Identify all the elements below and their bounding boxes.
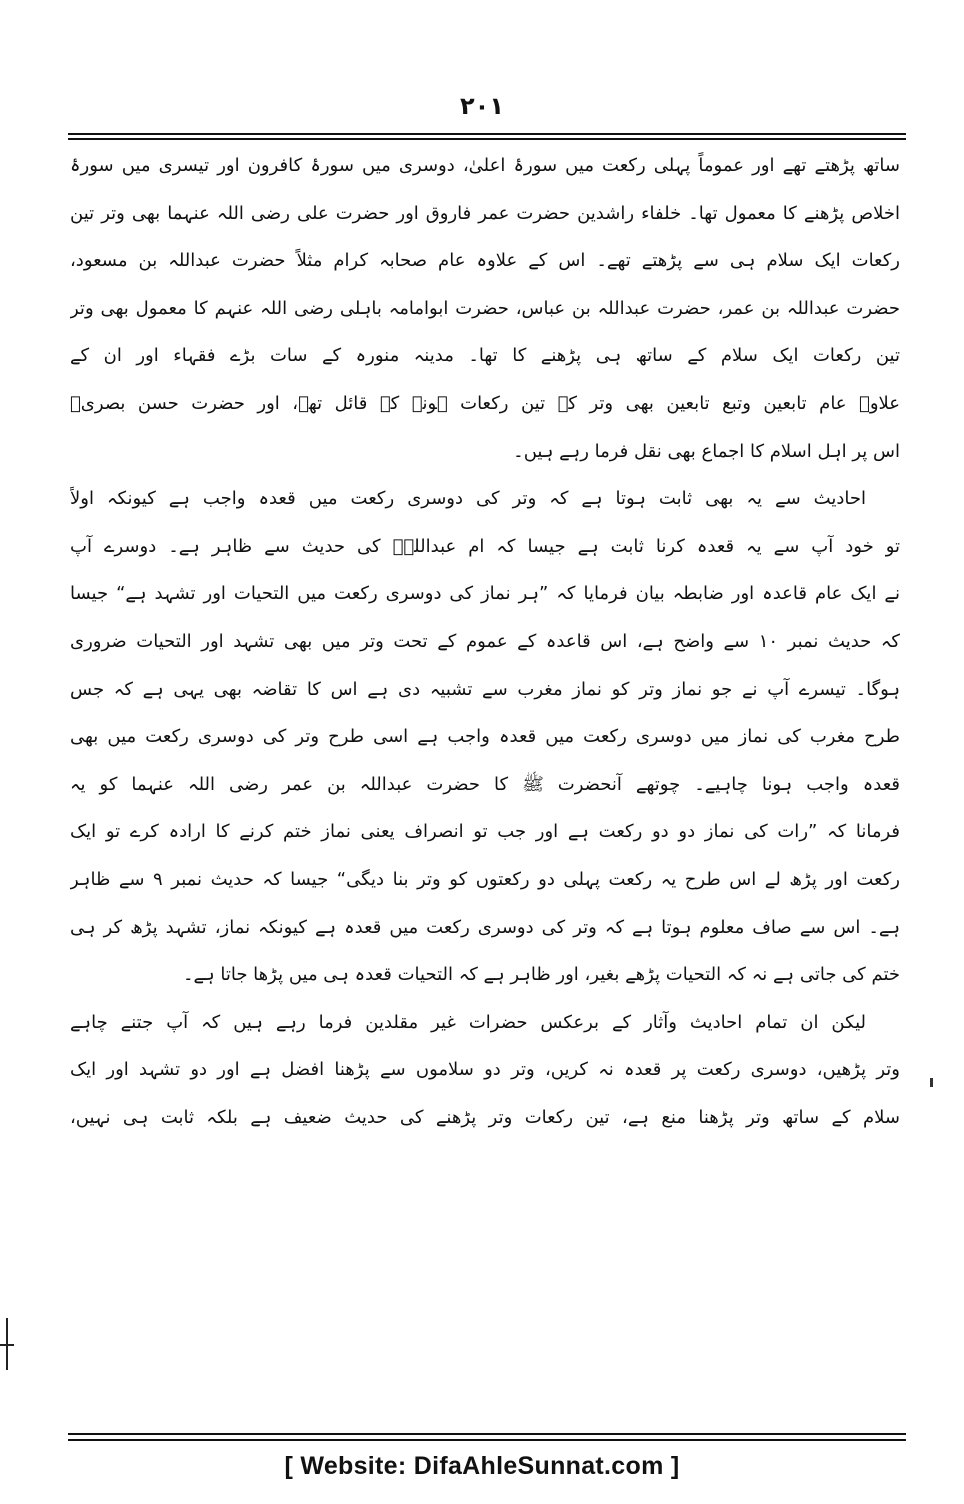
text-line: رکعت اور پڑھ لے اس طرح یہ رکعت پہلی دو رکعتوں کو وتر بنا دیگی“ جیسا کہ حدیث نمبر ۹ سے ظاہر [70,868,900,890]
paragraph-2 [70,475,900,999]
text-line: وتر پڑھیں، دوسری رکعت پر قعدہ نہ کریں، وتر دو سلاموں سے پڑھنا افضل ہے اور دو تشہد اور ایک [70,1059,900,1081]
text-line: کہ حدیث نمبر ۱۰ سے واضح ہے، اس قاعدہ کے عموم کے تحت وتر میں بھی تشہد اور التحیات ضروری [70,630,900,652]
header-rule-bottom [68,138,906,140]
scan-speck [930,1078,933,1087]
text-line: احادیث سے یہ بھی ثابت ہوتا ہے کہ وتر کی دوسری رکعت میں قعدہ واجب ہے کیونکہ اولاً [70,488,866,510]
text-line: ختم کی جاتی ہے نہ کہ التحیات پڑھے بغیر، اور ظاہر ہے کہ التحیات قعدہ ہی میں پڑھا جاتا ہے۔ [182,964,900,986]
text-line: طرح مغرب کی نماز میں دوسری رکعت میں قعدہ واجب ہے اسی طرح وتر کی دوسری رکعت میں بھی [70,726,900,748]
text-line: نے ایک عام قاعدہ اور ضابطہ بیان فرمایا کہ ”ہر نماز کی دوسری رکعت میں التحیات اور تشہد ہے“ جیسا [70,583,900,605]
text-line: علاوہ عام تابعین وتبع تابعین بھی وتر کے تین رکعات ہونے کے قائل تھے، اور حضرت حسن بصریؒ [70,392,900,414]
margin-mark-tick [0,1344,14,1346]
text-line: فرمانا کہ ”رات کی نماز دو دو رکعت ہے اور جب تو انصراف یعنی نماز ختم کرنے کا ارادہ کرے تو ایک [70,821,900,843]
text-line: حضرت عبداللہ بن عمر، حضرت عبداللہ بن عباس، حضرت ابوامامہ باہلی رضی اللہ عنہم کا معمول بھی وتر [70,297,900,319]
text-line: تو خود آپ سے یہ قعدہ کرنا ثابت ہے جیسا کہ ام عبداللہؓ کی حدیث سے ظاہر ہے۔ دوسرے آپ [70,535,900,557]
header-rule-top [68,133,906,135]
text-line: تین رکعات ایک سلام کے ساتھ ہی پڑھنے کا تھا۔ مدینہ منورہ کے سات بڑے فقہاء اور ان کے [70,345,900,367]
text-line: ہے۔ اس سے صاف معلوم ہوتا ہے کہ وتر کی دوسری رکعت میں قعدہ ہے کیونکہ نماز، تشہد پڑھ کر ہی [70,916,900,938]
page-body [70,142,900,1141]
text-line: اخلاص پڑھنے کا معمول تھا۔ خلفاء راشدین حضرت عمر فاروق اور حضرت علی رضی اللہ عنہما بھی وتر تین [70,202,900,224]
paragraph-1 [70,142,900,475]
text-line: اس پر اہل اسلام کا اجماع بھی نقل فرما رہے ہیں۔ [513,440,900,462]
text-line: رکعات ایک سلام ہی سے پڑھتے تھے۔ اس کے علاوہ عام صحابہ کرام مثلاً حضرت عبداللہ بن مسعود، [70,250,900,272]
text-line: قعدہ واجب ہونا چاہیے۔ چوتھے آنحضرت ﷺ کا حضرت عبداللہ بن عمر رضی اللہ عنہما کو یہ [70,773,900,795]
footer-rule-bottom [68,1439,906,1441]
website-footer: [ Website: DifaAhleSunnat.com ] [284,1452,680,1480]
footer-rule-top [68,1433,906,1435]
paragraph-3 [70,999,900,1142]
page-number: ۲۰۱ [460,92,504,120]
text-line: ساتھ پڑھتے تھے اور عموماً پہلی رکعت میں سورۂ اعلیٰ، دوسری میں سورۂ کافرون اور تیسری میں سورۂ [70,155,900,176]
text-line: ہوگا۔ تیسرے آپ نے جو نماز وتر کو نماز مغرب سے تشبیہ دی ہے اس کا تقاضہ بھی یہی ہے کہ جس [70,678,900,700]
text-line: لیکن ان تمام احادیث وآثار کے برعکس حضرات غیر مقلدین فرما رہے ہیں کہ آپ جتنے چاہے [70,1011,866,1033]
text-line: سلام کے ساتھ وتر پڑھنا منع ہے، تین رکعات وتر پڑھنے کی حدیث ضعیف ہے بلکہ ثابت ہی نہیں، [70,1106,900,1128]
